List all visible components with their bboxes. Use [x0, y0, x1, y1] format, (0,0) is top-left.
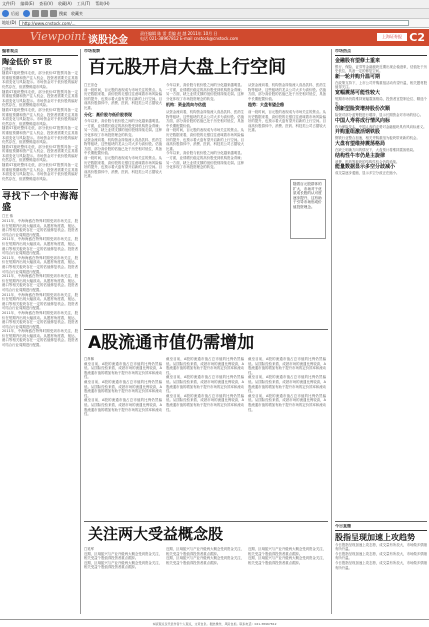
- right-item-title: 宽幅震荡可能性较大: [335, 89, 381, 96]
- right-item-2: [335, 90, 427, 106]
- right-item-0: [335, 58, 427, 74]
- bottom-col-3: [248, 547, 326, 615]
- mid-col2-body-b: 截至目前，A股的流通市值占总市值的比例仍然偏低。从国际经验来看，成熟市场的流通比例较高，A股流通市值的增加有助于提升市场的定价效率和流动性。: [166, 375, 244, 394]
- left-body-filler: 随着ST板块整体走低，部分低价ST股票具备一定的重组预期和资产注入机会，投资者需要关注其基本面变化与风险提示。市场资金对于低价股的偏好仍然存在，但需警惕退市风险。: [2, 89, 78, 108]
- right-item-title: 结构性牛市仍是主旋律: [335, 152, 386, 159]
- main-col-2: [166, 83, 244, 323]
- column-divider-right: [331, 49, 332, 614]
- main-subhead-2: 机构：资金流向与估值: [166, 102, 206, 108]
- main-body-3b: 前一段时间，百元股的表现成为市场关注的焦点。从历史数据来看，高价股的走强往往意味着市场风险偏好的提升，也预示着大盘有望开启新的上行空间。目前高价股群体中，消费、医药、科技类公司占据较大比重。: [166, 128, 244, 151]
- left-body-filler-4: 随着ST板块整体走低，部分低价ST股票具备一定的重组预期和资产注入机会，投资者需要关注其基本面变化与风险提示。市场资金对于低价股的偏好仍然存在，但需警惕退市风险。: [2, 144, 78, 163]
- page-number: C2: [409, 31, 425, 44]
- main-body-2c: 前一段时间，百元股的表现成为市场关注的焦点。从历史数据来看，高价股的走强往往意味着市场风险偏好的提升，也预示着大盘有望开启新的上行空间。目前高价股群体中，消费、医药、科技类公司占据较大比重。: [84, 155, 162, 179]
- right-divider: [335, 521, 427, 522]
- left-section-label: 编者观点: [2, 49, 78, 56]
- right-item-body: 在缺乏明确方向的情况下，大盘预计将维持震荡格局。: [335, 147, 417, 152]
- menu-help[interactable]: 帮助(H): [95, 1, 110, 6]
- menu-edit[interactable]: 编辑(E): [20, 1, 35, 6]
- menu-tools[interactable]: 工具(T): [76, 1, 91, 6]
- back-icon[interactable]: [2, 10, 9, 17]
- main-body-2b: 从资金流向看，机构资金持续流入食品饮料、医药生物等板块，这些板块的龙头公司大多为高价股。估值方面，部分高价股的估值已处于历史相对低位，具备中长期配置价值。: [84, 137, 162, 156]
- right-bottom-body-b: 今日股指呈现加速上攻态势，成交量有所放大，市场做多情绪有所升温。: [335, 551, 427, 561]
- newspaper-page: [0, 29, 429, 627]
- main-col3-body-2: 前一段时间，百元股的表现成为市场关注的焦点。从历史数据来看，高价股的走强往往意味着市场风险偏好的提升，也预示着大盘有望开启新的上行空间。目前高价股群体中，消费、医药、科技类公司占据较大比重。: [248, 109, 326, 133]
- main-col3-body: 从资金流向看，机构资金持续流入食品饮料、医药生物等板块，这些板块的龙头公司大多为高价股。估值方面，部分高价股的估值已处于历史相对低位，具备中长期配置价值。: [248, 83, 326, 101]
- meta-line-1: 责任编辑 陈 雷 美编 赵 越 2011年 10月 日: [140, 31, 218, 36]
- masthead-badge: 上海证券报: [377, 33, 407, 41]
- left-body: 随着ST板块整体走低，部分低价ST股票具备一定的重组预期和资产注入机会，投资者需要关注其基本面变化与风险提示。市场资金对于低价股的偏好仍然存在，但需警惕退市风险。: [2, 71, 78, 89]
- right-item-3: [335, 106, 427, 118]
- main-subhead-3: 趋势：大盘有望企稳: [248, 102, 284, 108]
- refresh-icon[interactable]: [41, 10, 48, 17]
- mid-body: 截至目前，A股的流通市值占总市值的比例仍然偏低。从国际经验来看，成熟市场的流通比例较高，A股流通市值的增加有助于提升市场的定价效率和流动性。: [84, 361, 162, 380]
- right-item-8: [335, 164, 427, 176]
- left-body-filler-3: 随着ST板块整体走低，部分低价ST股票具备一定的重组预期和资产注入机会，投资者需要关注其基本面变化与风险提示。市场资金对于低价股的偏好仍然存在，但需警惕退市风险。: [2, 126, 78, 145]
- bottom-col3-body: 近期，区域振兴与产业升级两大概念受到资金关注，相关受益个股值得投资者重点跟踪。: [248, 547, 326, 556]
- browser-toolbar: [0, 9, 429, 19]
- mid-col-2: [166, 357, 244, 517]
- main-section-label: 市场观察: [84, 49, 328, 53]
- right-item-1: [335, 74, 427, 90]
- mid-body-c: 截至目前，A股的流通市值占总市值的比例仍然偏低。从国际经验来看，成熟市场的流通比例较高，A股流通市值的增加有助于提升市场的定价效率和流动性。: [84, 398, 162, 417]
- section-divider: [84, 329, 328, 330]
- right-item-body: 成交量逐步萎缩，显示多空分歧正在缩小。: [335, 171, 400, 176]
- right-item-title: 并购重组激活钢铁股: [335, 129, 381, 136]
- stop-icon[interactable]: [32, 10, 39, 17]
- mid-col-3: [248, 357, 326, 517]
- mid-col2-body: 截至目前，A股的流通市值占总市值的比例仍然偏低。从国际经验来看，成熟市场的流通比例较高，A股流通市值的增加有助于提升市场的定价效率和流动性。: [166, 357, 244, 375]
- main-body-3c: 今年以来，高价股与低价股之间的分化越来越明显。一方面，业绩增长稳定的高价股受到机构资金青睐；另一方面，缺乏业绩支撑的低价股则持续走弱。这种分化体现了市场投资理念的转变。: [166, 151, 244, 170]
- left-body-2-filler-4: 2011年，中海海盛在特殊时期受到市场关注，股价在短期内出现大幅波动。从题材角度看，航运、港口等相关板块存在一定的估值修复机会。投资者可结合行业周期进行配置。: [2, 292, 78, 311]
- address-bar: [0, 19, 429, 28]
- header-meta: [140, 31, 238, 41]
- main-body-3: 从资金流向看，机构资金持续流入食品饮料、医药生物等板块，这些板块的龙头公司大多为高价股。估值方面，部分高价股的估值已处于历史相对低位，具备中长期配置价值。: [166, 109, 244, 128]
- bottom-body-b: 近期，区域振兴与产业升级两大概念受到资金关注，相关受益个股值得投资者重点跟踪。: [84, 560, 162, 570]
- right-item-body: 银行、保险、证券等金融板块近期出现企稳迹象，估值处于历史低位，具备一定的修复空间。: [335, 64, 427, 74]
- meta-line-2: 电话 021-38967812 E-mail cnstock@cnstock.com: [140, 36, 239, 41]
- left-body-filler-5: 随着ST板块整体走低，部分低价ST股票具备一定的重组预期和资产注入机会，投资者需要关注其基本面变化与风险提示。市场资金对于低价股的偏好仍然存在，但需警惕退市风险。: [2, 163, 78, 181]
- right-item-body: 在政策支持下，上市公司并购重组活动有望升温，相关题材股值得关注。: [335, 80, 427, 90]
- left-body-2-filler-3: 2011年，中海海盛在特殊时期受到市场关注，股价在短期内出现大幅波动。从题材角度看，航运、港口等相关板块存在一定的估值修复机会。投资者可结合行业周期进行配置。: [2, 274, 78, 292]
- main-body-1: 前一段时间，百元股的表现成为市场关注的焦点。从历史数据来看，高价股的走强往往意味着市场风险偏好的提升，也预示着大盘有望开启新的上行空间。目前高价股群体中，消费、医药、科技类公司占据较大比重。: [84, 87, 162, 110]
- main-headline: 百元股开启大盘上行空间: [88, 57, 286, 78]
- right-item-title: 中国人寿将成行情风向标: [335, 117, 391, 124]
- mid-col3-body-c: 截至目前，A股的流通市值占总市值的比例仍然偏低。从国际经验来看，成熟市场的流通比例较高，A股流通市值的增加有助于提升市场的定价效率和流动性。: [248, 393, 326, 412]
- left-body-filler-2: 随着ST板块整体走低，部分低价ST股票具备一定的重组预期和资产注入机会，投资者需要关注其基本面变化与风险提示。市场资金对于低价股的偏好仍然存在，但需警惕退市风险。: [2, 107, 78, 126]
- right-item-body: 作为保险龙头，中国人寿的走势对金融板块具有风向标意义。: [335, 124, 427, 129]
- bottom-byline: □吴军: [84, 547, 94, 551]
- left-body-2-filler-6: 2011年，中海海盛在特殊时期受到市场关注，股价在短期内出现大幅波动。从题材角度看，航运、港口等相关板块存在一定的估值修复机会。投资者可结合行业周期进行配置。: [2, 329, 78, 348]
- brand-logo: Viewpoint: [30, 30, 86, 43]
- left-headline-2: 寻找下一个中海海盛: [2, 189, 78, 214]
- right-item-title: 创新型险资增持股份次顺: [335, 106, 391, 113]
- right-item-4: [335, 118, 427, 130]
- right-item-title: 大盘有望维持震荡格局: [335, 140, 386, 147]
- bottom-col2-body-b: 近期，区域振兴与产业升级两大概念受到资金关注，相关受益个股值得投资者重点跟踪。: [166, 556, 244, 565]
- main-byline: □王宗仓: [84, 83, 98, 87]
- right-item-title: 能量数据显示多空分歧减小: [335, 164, 396, 171]
- bottom-col-2: [166, 547, 244, 615]
- right-bottom-headline: 股指呈现加速上攻趋势: [335, 532, 415, 542]
- forward-icon[interactable]: [23, 10, 30, 17]
- right-bottom-section: 今日直播: [335, 524, 427, 531]
- mid-col-1: [84, 357, 162, 517]
- right-item-title: 金融股有望修土重来: [335, 57, 381, 64]
- bottom-body: 近期，区域振兴与产业升级两大概念受到资金关注，相关受益个股值得投资者重点跟踪。: [84, 551, 162, 561]
- right-item-6: [335, 141, 427, 153]
- left-body-2: 2011年，中海海盛在特殊时期受到市场关注，股价在短期内出现大幅波动。从题材角度看，航运、港口等相关板块存在一定的估值修复机会。投资者可结合行业周期进行配置。: [2, 219, 78, 237]
- page-header: [0, 29, 429, 46]
- address-label: 地址(D): [2, 20, 17, 25]
- bottom-col3-body-b: 近期，区域振兴与产业升级两大概念受到资金关注，相关受益个股值得投资者重点跟踪。: [248, 556, 326, 565]
- page-footer: 本版观点仅代表作者个人观点，文责自负。据此操作，风险自担。联系电话：021-38967812: [0, 619, 429, 627]
- back-button[interactable]: 后退: [11, 10, 19, 16]
- section-divider-2: [84, 521, 328, 522]
- left-body-2-filler-2: 2011年，中海海盛在特殊时期受到市场关注，股价在短期内出现大幅波动。从题材角度看，航运、港口等相关板块存在一定的估值修复机会。投资者可结合行业周期进行配置。: [2, 255, 78, 274]
- right-bottom-body: 今日股指呈现加速上攻态势，成交量有所放大，市场做多情绪有所升温。: [335, 542, 427, 552]
- mid-body-b: 截至目前，A股的流通市值占总市值的比例仍然偏低。从国际经验来看，成熟市场的流通比例较高，A股流通市值的增加有助于提升市场的定价效率和流动性。: [84, 379, 162, 398]
- left-byline-2: □王 伟: [2, 214, 14, 219]
- right-item-body: 消费、医药等板块的结构性机会仍将延续。: [335, 159, 400, 164]
- right-item-body: 短期市场仍将维持宽幅震荡格局，投资者宜控制仓位、精选个股。: [335, 96, 427, 106]
- menu-favorites[interactable]: 收藏(A): [57, 1, 72, 6]
- left-headline: 陶金低价 ST 股: [2, 57, 52, 66]
- right-item-title: 新一轮并购升温可期: [335, 73, 381, 80]
- main-section-label-wrap: [84, 49, 328, 53]
- main-subhead-1: 分化：高价股与低价股表现: [84, 111, 132, 117]
- mid-byline: □肖林: [84, 357, 94, 361]
- mid-col2-body-c: 截至目前，A股的流通市值占总市值的比例仍然偏低。从国际经验来看，成熟市场的流通比例较高，A股流通市值的增加有助于提升市场的定价效率和流动性。: [166, 393, 244, 412]
- right-item-body: 险资对部分蓝筹股进行增持，显示长期资金对市场的信心。: [335, 113, 424, 118]
- pull-quote: 随着百元股群体的扩大，市场对于优质成长股的认可度逐步提升，这有助于引导市场形成价值投资理念。: [290, 179, 326, 239]
- right-item-5: [335, 129, 427, 141]
- search-button[interactable]: 搜索: [59, 10, 67, 16]
- favorites-button[interactable]: 收藏夹: [71, 10, 83, 16]
- left-byline: □徐伟: [2, 66, 12, 71]
- left-body-2-filler-5: 2011年，中海海盛在特殊时期受到市场关注，股价在短期内出现大幅波动。从题材角度看，航运、港口等相关板块存在一定的估值修复机会。投资者可结合行业周期进行配置。: [2, 310, 78, 329]
- right-item-body: 钢铁行业整合加速，相关并购重组为板块带来新的机会。: [335, 136, 420, 141]
- right-bottom: [335, 524, 427, 616]
- main-body-2: 今年以来，高价股与低价股之间的分化越来越明显。一方面，业绩增长稳定的高价股受到机构资金青睐；另一方面，缺乏业绩支撑的低价股则持续走弱。这种分化体现了市场投资理念的转变。: [84, 119, 162, 137]
- right-item-7: [335, 153, 427, 165]
- mid-col3-body: 截至目前，A股的流通市值占总市值的比例仍然偏低。从国际经验来看，成熟市场的流通比例较高，A股流通市值的增加有助于提升市场的定价效率和流动性。: [248, 357, 326, 375]
- address-input[interactable]: http://www.cnstock.com/...: [19, 20, 409, 26]
- main-col-1: [84, 83, 162, 323]
- section-title: 谈股论金: [88, 35, 128, 46]
- menu-view[interactable]: 查看(V): [39, 1, 53, 6]
- bottom-headline: 关注两大受益概念股: [88, 525, 224, 543]
- main-col2-body: 今年以来，高价股与低价股之间的分化越来越明显。一方面，业绩增长稳定的高价股受到机构资金青睐；另一方面，缺乏业绩支撑的低价股则持续走弱。这种分化体现了市场投资理念的转变。: [166, 83, 244, 101]
- right-bottom-body-c: 今日股指呈现加速上攻态势，成交量有所放大，市场做多情绪有所升温。: [335, 560, 427, 570]
- menu-file[interactable]: 文件(F): [2, 1, 16, 6]
- menu-bar: [0, 0, 429, 9]
- left-body-2-filler: 2011年，中海海盛在特殊时期受到市场关注，股价在短期内出现大幅波动。从题材角度看，航运、港口等相关板块存在一定的估值修复机会。投资者可结合行业周期进行配置。: [2, 237, 78, 256]
- bottom-col-1: [84, 547, 162, 615]
- right-column: [335, 49, 427, 519]
- bottom-col2-body: 近期，区域振兴与产业升级两大概念受到资金关注，相关受益个股值得投资者重点跟踪。: [166, 547, 244, 556]
- right-section-label: 市场热点: [335, 49, 427, 56]
- mid-headline: A股流通市值仍需增加: [88, 333, 255, 353]
- home-icon[interactable]: [50, 10, 57, 17]
- column-divider: [80, 49, 81, 614]
- left-column: [2, 49, 78, 614]
- mid-col3-body-b: 截至目前，A股的流通市值占总市值的比例仍然偏低。从国际经验来看，成熟市场的流通比例较高，A股流通市值的增加有助于提升市场的定价效率和流动性。: [248, 375, 326, 394]
